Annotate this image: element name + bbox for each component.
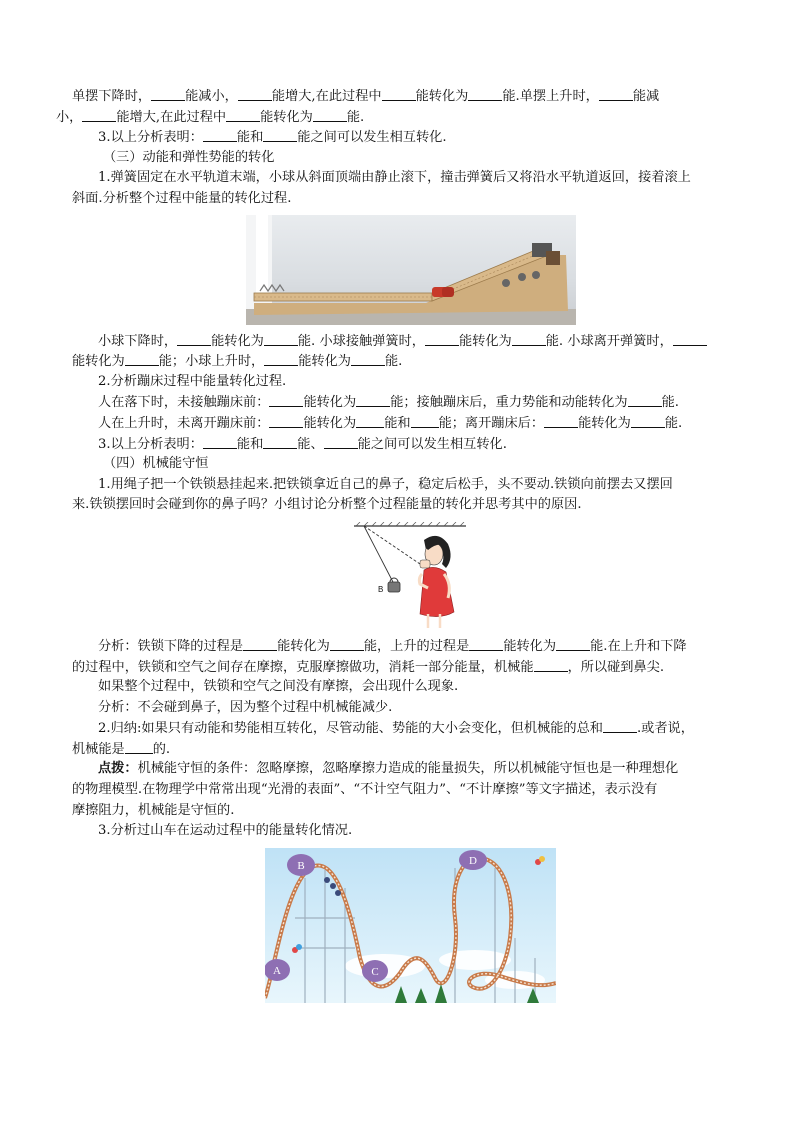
paragraph-line: 的物理模型.在物理学中常常出现“光滑的表面”、“不计空气阻力”、“不计摩擦”等文字描述，表示没有 xyxy=(72,782,658,798)
text-line: 小球下降时， 能转化为 能. 小球接触弹簧时， 能转化为 能. 小球离开弹簧时， xyxy=(72,331,722,352)
svg-text:A: A xyxy=(273,964,281,977)
text-line: 3.以上分析表明： 能和 能之间可以发生相互转化. xyxy=(72,127,722,148)
text-line: 分析：铁锁下降的过程是 能转化为 能，上升的过程是 能转化为 能.在上升和下降 xyxy=(72,636,722,657)
text-line: 能转化为 能；小球上升时， 能转化为 能. xyxy=(72,351,722,372)
coaster-point-b xyxy=(287,854,315,876)
svg-text:D: D xyxy=(469,854,477,867)
paragraph-line: 来.铁锁摆回时会碰到你的鼻子吗？小组讨论分析整个过程能量的转化并思考其中的原因. xyxy=(72,497,582,513)
svg-text:C: C xyxy=(371,965,379,978)
text-line: 2.归纳:如果只有动能和势能相互转化，尽管动能、势能的大小会变化，但机械能的总和 .或者说， xyxy=(72,718,722,739)
section-heading: （三）动能和弹性势能的转化 xyxy=(103,149,275,165)
svg-text:B: B xyxy=(297,859,305,872)
text-line: 3.以上分析表明： 能和 能、 能之间可以发生相互转化. xyxy=(72,434,722,455)
paragraph-line: 摩擦阻力，机械能是守恒的. xyxy=(72,802,235,818)
coaster-point-d xyxy=(459,850,487,870)
pendulum-label-b: B xyxy=(378,584,384,594)
paragraph-line: 3.分析过山车在运动过程中的能量转化情况. xyxy=(98,823,353,839)
text-line: 人在上升时，未离开蹦床前： 能转化为 能和 能；离开蹦床后： 能转化为 能. xyxy=(72,413,722,434)
tip-paragraph-line: 点拨：机械能守恒的条件：忽略摩擦，忽略摩擦力造成的能量损失，所以机械能守恒也是一种理想化 xyxy=(98,761,679,777)
paragraph-line: 分析：不会碰到鼻子，因为整个过程中机械能减少. xyxy=(98,699,393,715)
paragraph-line: 如果整个过程中，铁锁和空气之间没有摩擦，会出现什么现象. xyxy=(98,679,459,695)
pendulum-lock-illustration xyxy=(354,522,466,630)
roller-coaster-illustration xyxy=(265,848,556,1003)
section-heading: （四）机械能守恒 xyxy=(103,456,209,472)
text-line: 的过程中，铁锁和空气之间存在摩擦，克服摩擦做功，消耗一部分能量，机械能 ，所以碰到鼻尖. xyxy=(72,657,722,678)
coaster-point-c xyxy=(362,960,388,982)
paragraph-line: 1.用绳子把一个铁锁悬挂起来.把铁锁拿近自己的鼻子，稳定后松手，头不要动.铁锁向前摆去又摆回 xyxy=(98,476,673,492)
text-line: 人在落下时，未接触蹦床前： 能转化为 能；接触蹦床后，重力势能和动能转化为 能. xyxy=(72,392,722,413)
paragraph-line: 斜面.分析整个过程中能量的转化过程. xyxy=(72,190,292,206)
paragraph-line: 1.弹簧固定在水平轨道末端，小球从斜面顶端由静止滚下，撞击弹簧后又将沿水平轨道返回，接着滚上 xyxy=(98,170,691,186)
paragraph-line: 2.分析蹦床过程中能量转化过程. xyxy=(98,373,287,389)
text-line: 小， 能增大,在此过程中 能转化为 能. xyxy=(56,107,722,128)
text-line: 单摆下降时， 能减小， 能增大,在此过程中 能转化为 能.单摆上升时， 能减 xyxy=(72,86,722,107)
spring-track-photo xyxy=(246,215,576,325)
tip-keyword: 点拨： xyxy=(98,761,138,777)
text-line: 机械能是 的. xyxy=(72,739,722,760)
coaster-point-a xyxy=(265,959,290,981)
document-page xyxy=(56,86,722,1003)
